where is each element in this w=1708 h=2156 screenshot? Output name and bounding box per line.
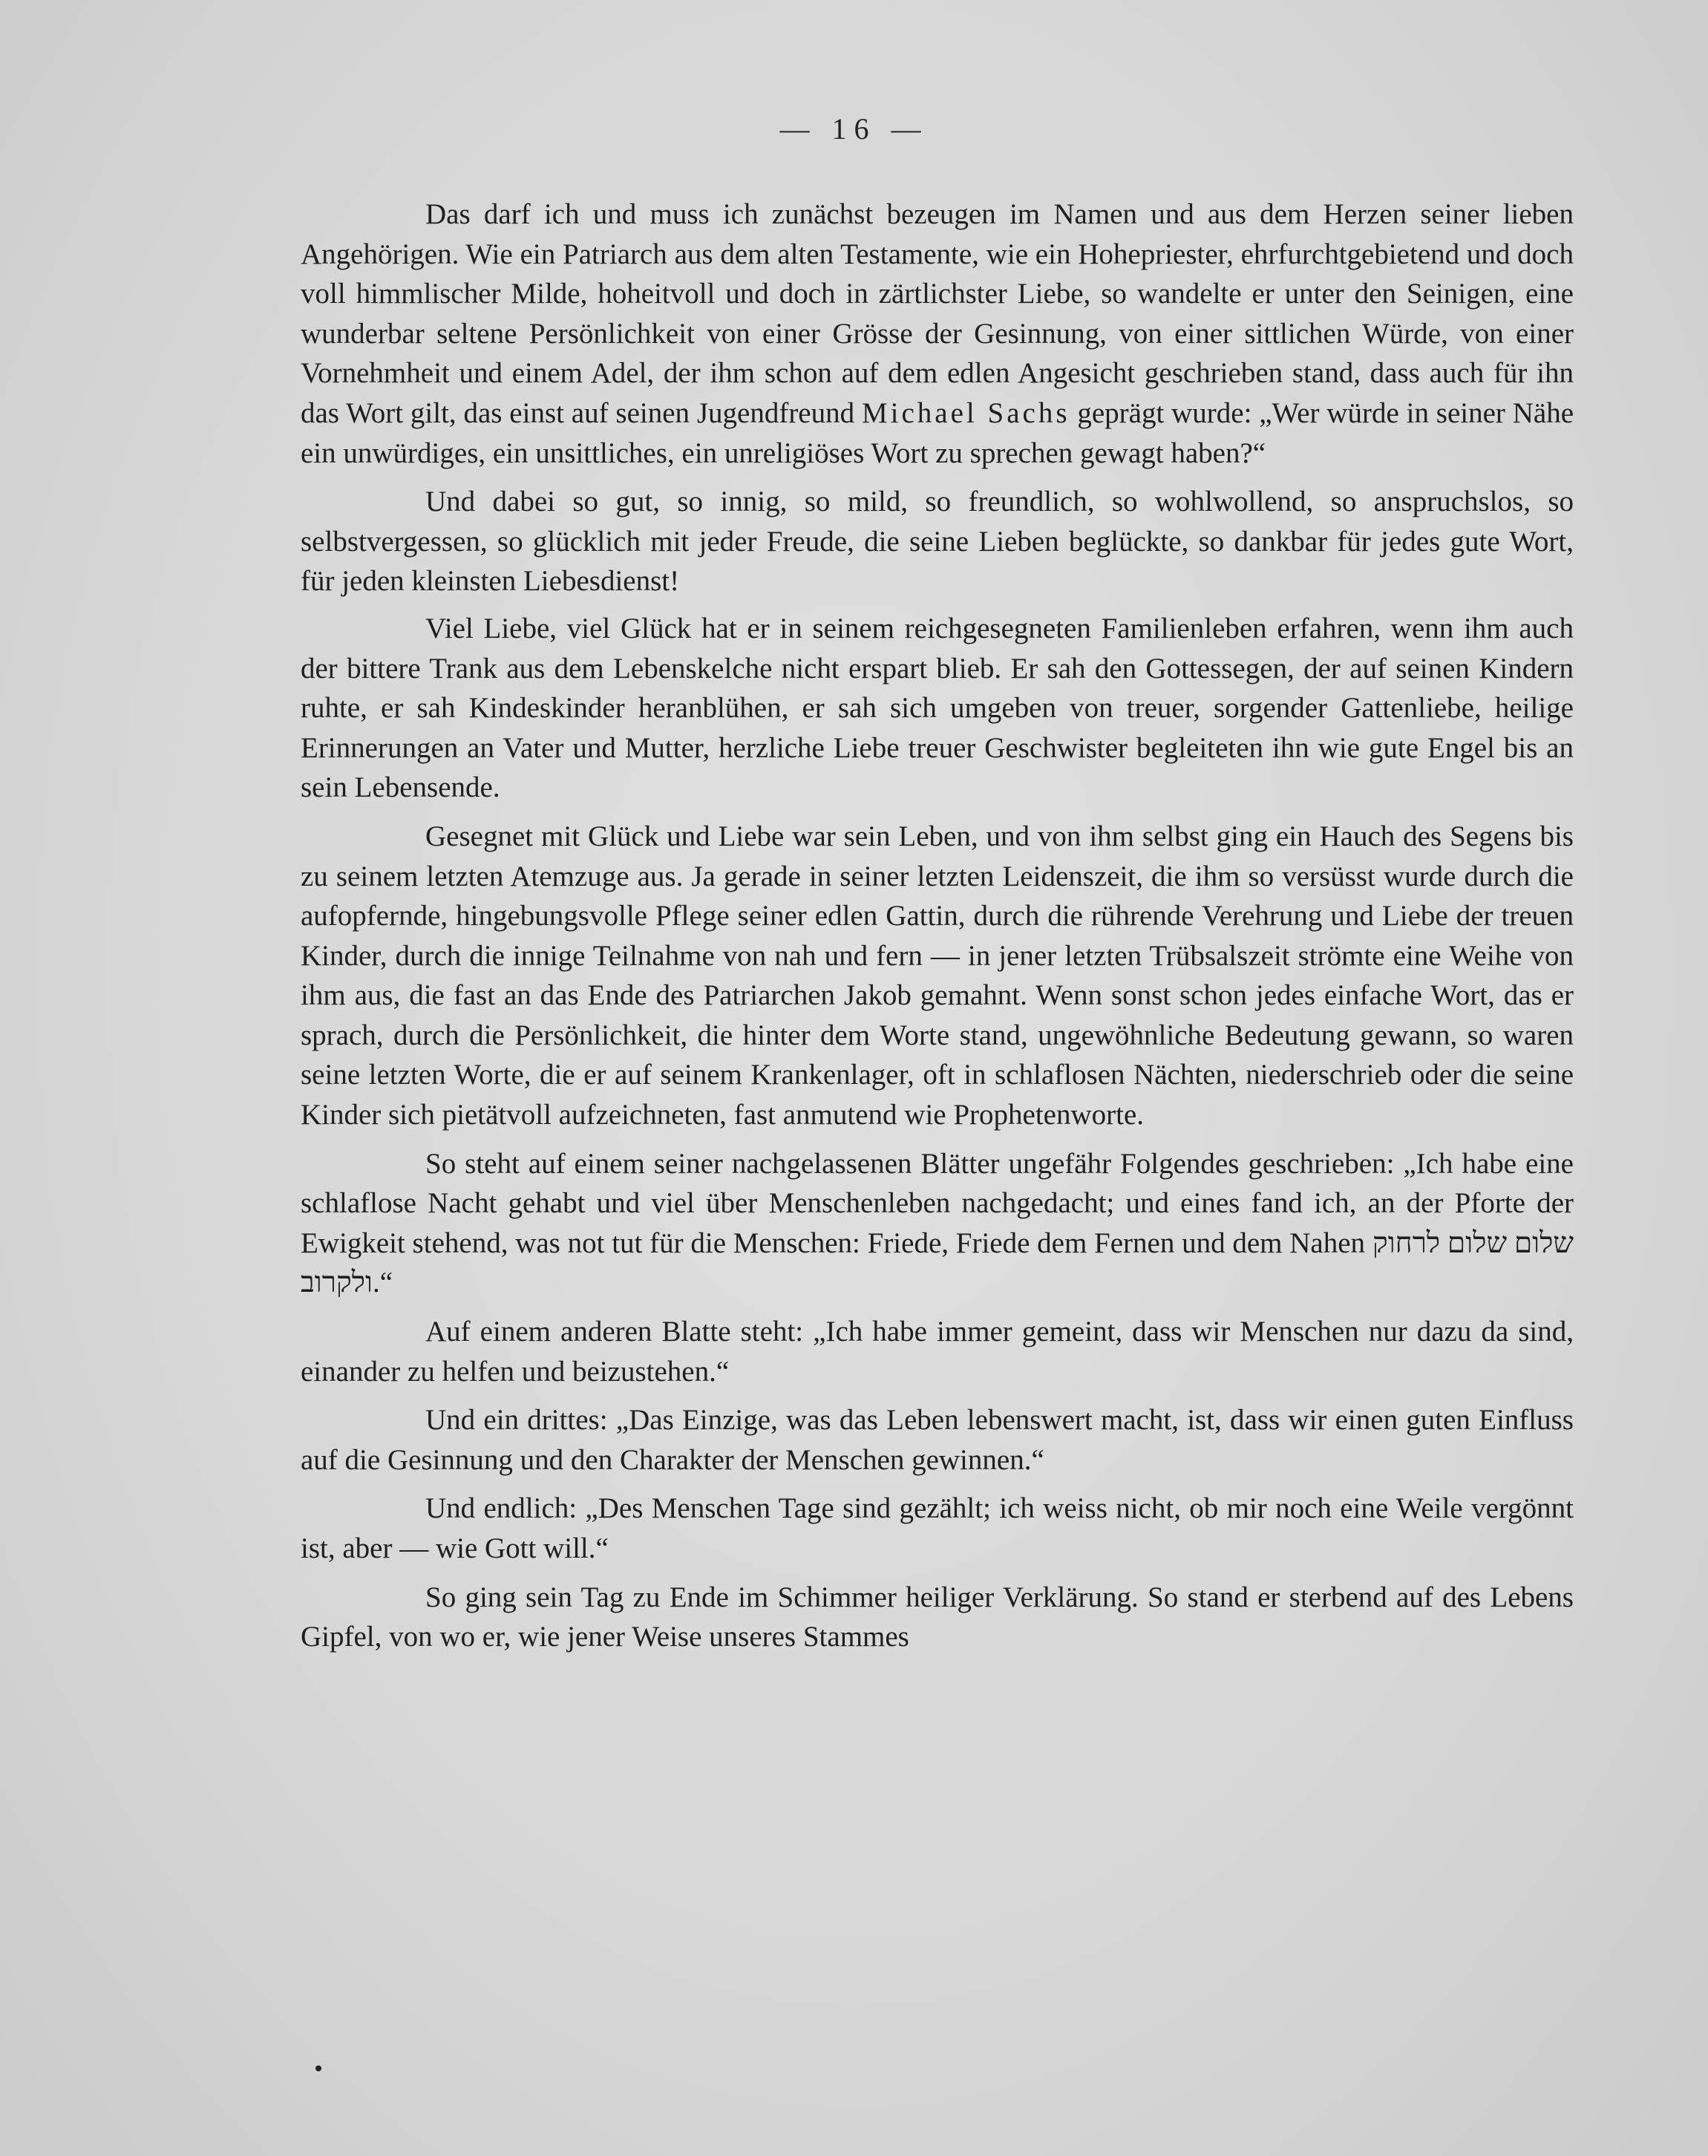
ink-speck bbox=[315, 2065, 321, 2071]
hebrew-quote: שלום שלום לרחוק ולקרוב bbox=[301, 1226, 1574, 1299]
paragraph-5-text-b: .“ bbox=[373, 1267, 393, 1299]
paragraph-1-text-a: Das darf ich und muss ich zunächst bezeugen im Namen und aus dem Herzen seiner lieben Angehörigen. Wie ein Patriarch aus dem alten Testamente, wie ein Hohepriester, ehrfurchtgebietend und doch voll himmlischer Milde, hoheitvoll und doch in zärtlichster Liebe, so wandelte er unter den Seinigen, eine wunderbar seltene Persönlichkeit von einer Grösse der Gesinnung, von einer sittlichen Würde, von einer Vornehmheit und einem Adel, der ihm schon auf dem edlen Angesicht geschrieben stand, dass auch für ihn das Wort gilt, das einst auf seinen Jugendfreund bbox=[301, 198, 1574, 429]
emphasized-name: Michael Sachs bbox=[861, 396, 1070, 429]
page-number: — 16 — bbox=[779, 112, 929, 146]
body-text bbox=[301, 195, 1574, 1666]
paragraph-1-text-b: geprägt wurde: „Wer würde in seiner Nähe ein unwürdiges, ein unsittliches, ein unreligiöses Wort zu sprechen gewagt haben?“ bbox=[301, 396, 1574, 469]
paragraph-1 bbox=[301, 195, 1574, 473]
paragraph-5 bbox=[301, 1144, 1574, 1303]
paragraph-9: So ging sein Tag zu Ende im Schimmer heiliger Verklärung. So stand er sterbend auf des Lebens Gipfel, von wo er, wie jener Weise unseres Stammes bbox=[301, 1581, 1574, 1653]
paragraph-6: Auf einem anderen Blatte steht: „Ich habe immer gemeint, dass wir Menschen nur dazu da sind, einander zu helfen und beizustehen.“ bbox=[301, 1316, 1574, 1388]
paragraph-5-text-a: So steht auf einem seiner nachgelassenen Blätter ungefähr Folgendes geschrieben: „Ich habe eine schlaflose Nacht gehabt und viel über Menschenleben nachgedacht; und eines fand ich, an der Pforte der Ewigkeit stehend, was not tut für die Menschen: Friede, Friede dem Fernen und dem Nahen bbox=[301, 1147, 1574, 1259]
paragraph-4: Gesegnet mit Glück und Liebe war sein Leben, und von ihm selbst ging ein Hauch des Segens bis zu seinem letzten Atemzuge aus. Ja gerade in seiner letzten Leidenszeit, die ihm so versüsst wurde durch die aufopfernde, hingebungsvolle Pflege seiner edlen Gattin, durch die rührende Verehrung und Liebe der treuen Kinder, durch die innige Teilnahme von nah und fern — in jener letzten Trübsalszeit strömte eine Weihe von ihm aus, die fast an das Ende des Patriarchen Jakob gemahnt. Wenn sonst schon jedes einfache Wort, das er sprach, durch die Persönlichkeit, die hinter dem Worte stand, ungewöhnliche Bedeutung gewann, so waren seine letzten Worte, die er auf seinem Krankenlager, oft in schlaflosen Nächten, niederschrieb oder die seine Kinder sich pietätvoll aufzeichneten, fast anmutend wie Prophetenworte. bbox=[301, 820, 1574, 1131]
paragraph-2: Und dabei so gut, so innig, so mild, so freundlich, so wohlwollend, so anspruchslos, so selbstvergessen, so glücklich mit jeder Freude, die seine Lieben beglückte, so dankbar für jedes gute Wort, für jeden kleinsten Liebesdienst! bbox=[301, 486, 1574, 598]
paragraph-8: Und endlich: „Des Menschen Tage sind gezählt; ich weiss nicht, ob mir noch eine Weile vergönnt ist, aber — wie Gott will.“ bbox=[301, 1492, 1574, 1564]
paragraph-3: Viel Liebe, viel Glück hat er in seinem reichgesegneten Familienleben erfahren, wenn ihm auch der bittere Trank aus dem Lebenskelche nicht erspart blieb. Er sah den Gottessegen, der auf seinen Kindern ruhte, er sah Kindeskinder heranblühen, er sah sich umgeben von treuer, sorgender Gattenliebe, heilige Erinnerungen an Vater und Mutter, herzliche Liebe treuer Geschwister begleiteten ihn wie gute Engel bis an sein Lebensende. bbox=[301, 612, 1574, 804]
paragraph-7: Und ein drittes: „Das Einzige, was das Leben lebenswert macht, ist, dass wir einen guten Einfluss auf die Gesinnung und den Charakter der Menschen gewinnen.“ bbox=[301, 1404, 1574, 1476]
